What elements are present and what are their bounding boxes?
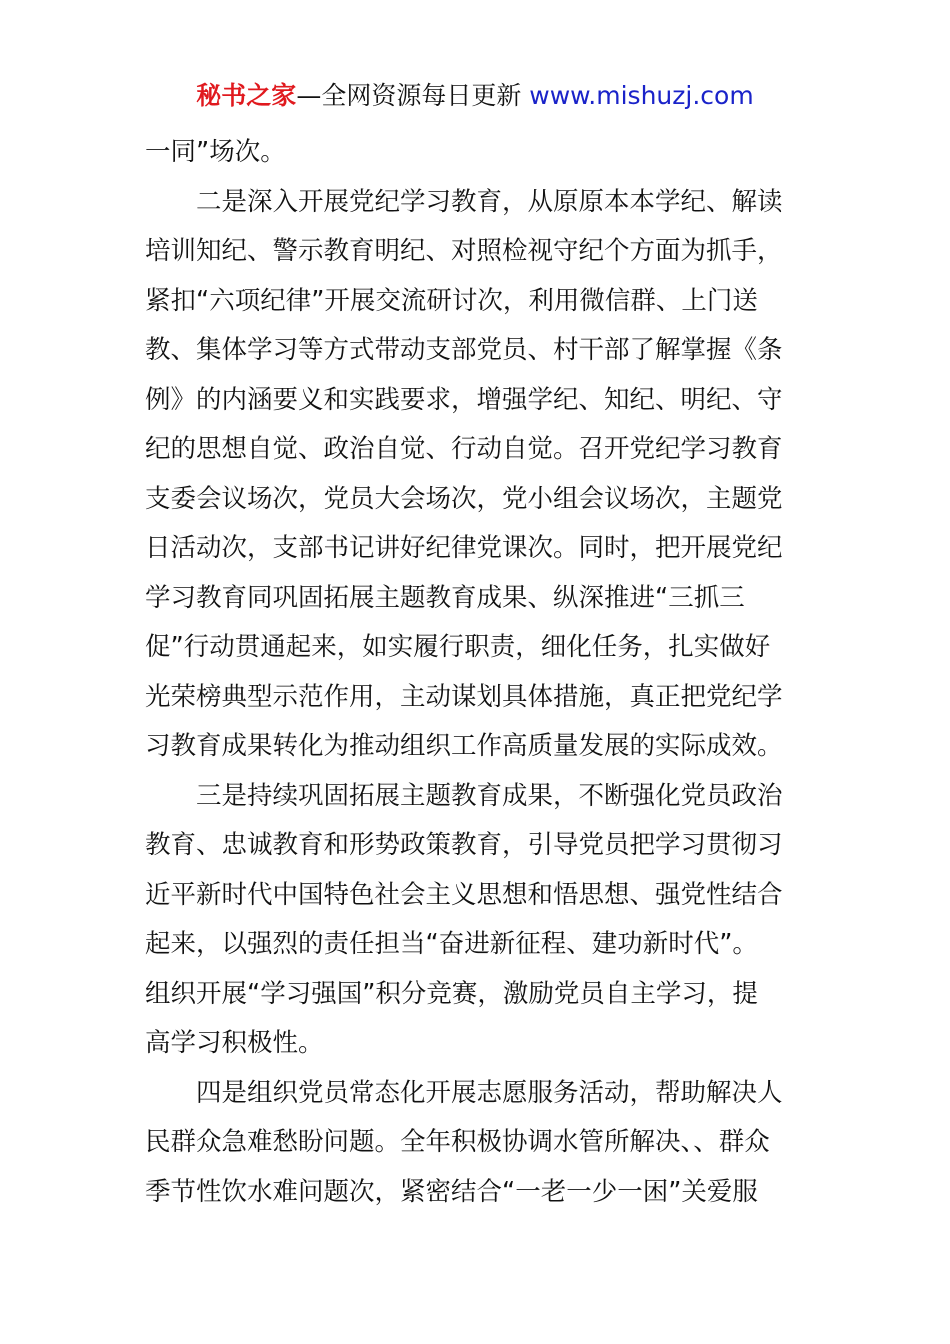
text-line: 学习教育同巩固拓展主题教育成果、纵深推进“三抓三 — [145, 582, 745, 613]
text-line: 近平新时代中国特色社会主义思想和悟思想、强党性结合 — [145, 879, 783, 910]
paragraph-first-line: 三是持续巩固拓展主题教育成果，不断强化党员政治 — [196, 780, 783, 811]
header-tagline: —全网资源每日更新 — [296, 81, 530, 110]
text-line: 季节性饮水难问题次，紧密结合“一老一少一困”关爱服 — [145, 1176, 758, 1207]
site-header — [0, 80, 950, 112]
text-line: 培训知纪、警示教育明纪、对照检视守纪个方面为抓手， — [145, 236, 783, 266]
text-line: 教育、忠诚教育和形势政策教育，引导党员把学习贯彻习 — [145, 830, 783, 860]
text-line: 习教育成果转化为推动组织工作高质量发展的实际成效。 — [145, 731, 783, 761]
text-line: 支委会议场次，党员大会场次，党小组会议场次，主题党 — [145, 483, 783, 514]
text-line: 高学习积极性。 — [145, 1028, 324, 1058]
text-line: 日活动次，支部书记讲好纪律党课次。同时，把开展党纪 — [145, 533, 783, 563]
text-line: 例》的内涵要义和实践要求，增强学纪、知纪、明纪、守 — [145, 384, 783, 415]
text-line: 民群众急难愁盼问题。全年积极协调水管所解决、、群众 — [145, 1127, 770, 1157]
text-line: 教、集体学习等方式带动支部党员、村干部了解掌握《条 — [145, 335, 783, 365]
brand-name: 秘书之家 — [196, 81, 297, 110]
text-line: 促”行动贯通起来，如实履行职责，细化任务，扎实做好 — [145, 632, 771, 662]
text-line: 起来，以强烈的责任担当“奋进新征程、建功新时代”。 — [145, 929, 758, 959]
text-line: 纪的思想自觉、政治自觉、行动自觉。召开党纪学习教育 — [145, 434, 783, 464]
text-line: 紧扣“六项纪律”开展交流研讨次，利用微信群、上门送 — [145, 285, 758, 316]
site-url-link[interactable]: www.mishuzj.com — [529, 81, 754, 110]
text-line: 光荣榜典型示范作用，主动谋划具体措施，真正把党纪学 — [145, 681, 783, 712]
text-line: 一同”场次。 — [145, 137, 286, 167]
text-line: 组织开展“学习强国”积分竞赛，激励党员自主学习，提 — [145, 978, 758, 1009]
paragraph-first-line: 二是深入开展党纪学习教育，从原原本本学纪、解读 — [196, 186, 783, 217]
document-body — [145, 128, 810, 1217]
paragraph-first-line: 四是组织党员常态化开展志愿服务活动，帮助解决人 — [196, 1077, 783, 1108]
